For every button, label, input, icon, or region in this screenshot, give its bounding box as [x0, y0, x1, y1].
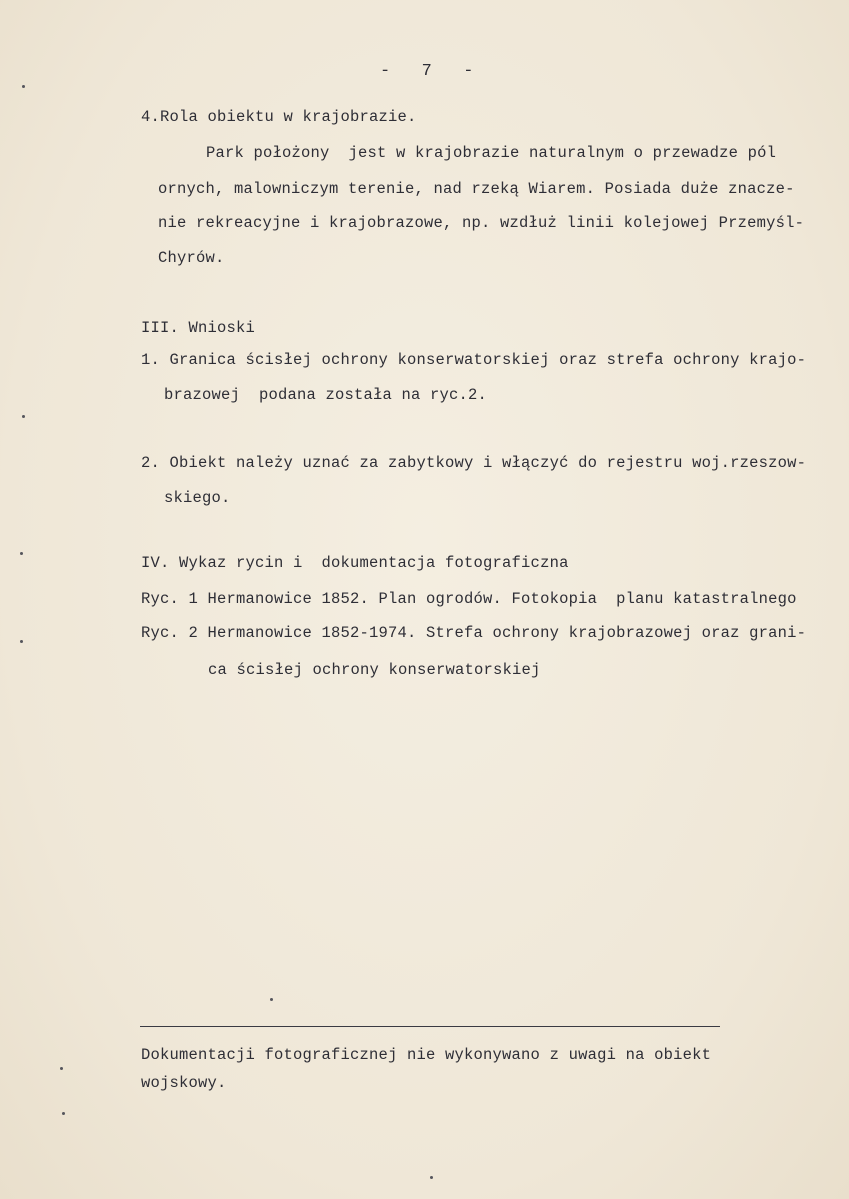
section-3-heading: III. Wnioski	[141, 319, 256, 337]
footnote-line: Dokumentacji fotograficznej nie wykonywano z uwagi na obiekt	[141, 1046, 712, 1064]
scan-speck	[62, 1112, 65, 1115]
figure-entry-2-cont: ca ścisłej ochrony konserwatorskiej	[208, 661, 541, 679]
scan-speck	[20, 552, 23, 555]
conclusion-item-1-cont: brazowej podana została na ryc.2.	[164, 386, 488, 404]
conclusion-item-2-cont: skiego.	[164, 489, 231, 507]
page-number: - 7 -	[380, 62, 474, 81]
scan-speck	[430, 1176, 433, 1179]
section-iv-heading: IV. Wykaz rycin i dokumentacja fotograficzna	[141, 554, 569, 572]
section-4-heading: 4.Rola obiektu w krajobrazie.	[141, 108, 417, 126]
section-4-line: Park położony jest w krajobrazie naturalnym o przewadze pól	[206, 144, 777, 162]
scan-speck	[20, 640, 23, 643]
section-4-line: nie rekreacyjne i krajobrazowe, np. wzdłuż linii kolejowej Przemyśl-	[158, 214, 805, 232]
scan-speck	[270, 998, 273, 1001]
scan-speck	[22, 415, 25, 418]
section-4-line: Chyrów.	[158, 249, 225, 267]
scan-speck	[22, 85, 25, 88]
conclusion-item-1: 1. Granica ścisłej ochrony konserwatorskiej oraz strefa ochrony krajo-	[141, 351, 807, 369]
footnote-line: wojskowy.	[141, 1074, 227, 1092]
figure-entry-2: Ryc. 2 Hermanowice 1852-1974. Strefa ochrony krajobrazowej oraz grani-	[141, 624, 807, 642]
figure-entry-1: Ryc. 1 Hermanowice 1852. Plan ogrodów. Fotokopia planu katastralnego	[141, 590, 797, 608]
section-4-line: ornych, malowniczym terenie, nad rzeką Wiarem. Posiada duże znacze-	[158, 180, 795, 198]
scan-speck	[60, 1067, 63, 1070]
conclusion-item-2: 2. Obiekt należy uznać za zabytkowy i włączyć do rejestru woj.rzeszow-	[141, 454, 807, 472]
footnote-divider	[140, 1026, 720, 1027]
